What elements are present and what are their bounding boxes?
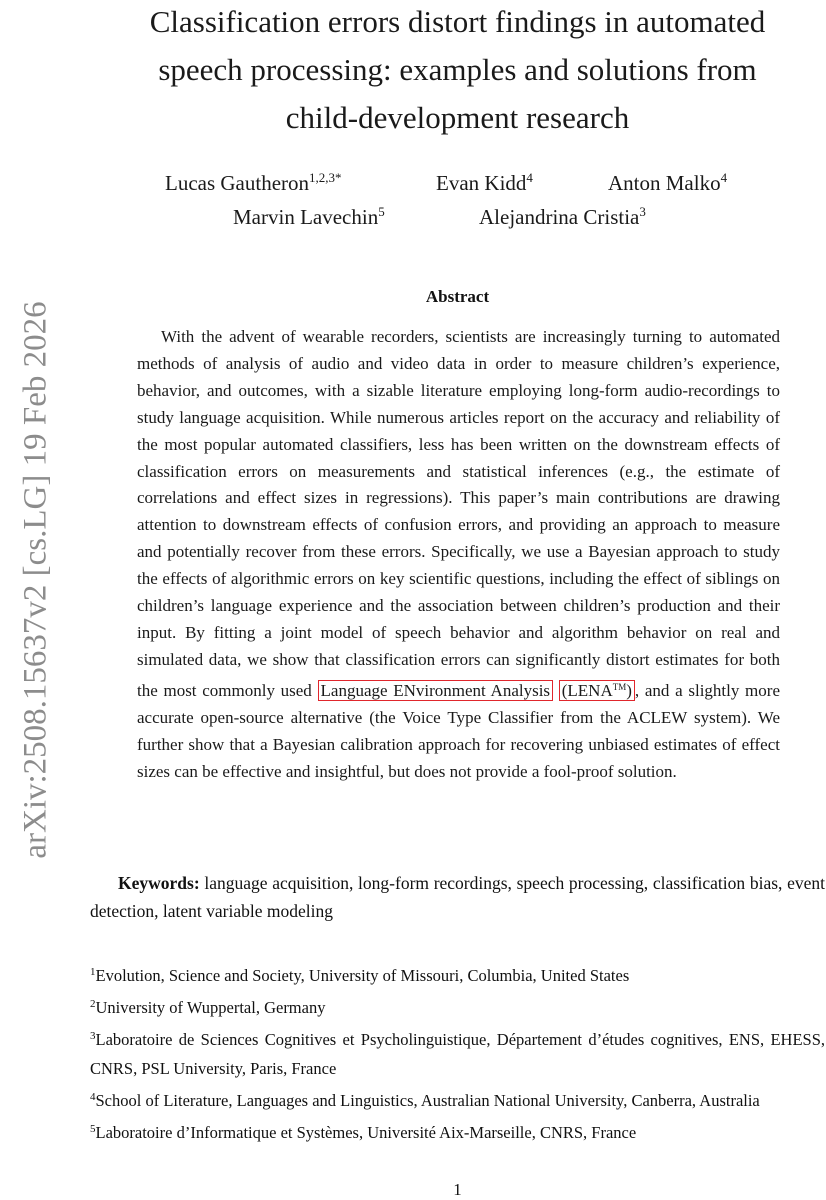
page-number: 1 <box>453 1180 462 1199</box>
affiliations-list <box>90 958 825 1147</box>
author-evan-kidd: Evan Kidd$^4$ <box>436 170 533 195</box>
title-line-2: speech processing: examples and solutions from <box>158 52 757 87</box>
author-anton-malko: Anton Malko$^4$ <box>608 170 728 195</box>
affiliation-item: $^3$Laboratoire de Sciences Cognitives et Psycholinguistique, Département d’études cognitives, ENS, EHESS, CNRS, PSL University, Paris, France <box>90 1030 825 1078</box>
arxiv-identifier[interactable]: arXiv:2508.15637v2 [cs.LG] 19 Feb 2026 <box>17 301 54 859</box>
lena-link-part-1[interactable]: Language ENvironment Analysis <box>318 680 554 701</box>
affiliation-item: $^2$University of Wuppertal, Germany <box>90 998 326 1017</box>
abstract-text-part-2: , and a slightly more accurate open-source alternative (the Voice Type Classifier from the ACLEW system). We further show that a Bayesian calibration approach for recovering unbiased estimates of effect sizes can be effective and insightful, but does not provide a fool-proof solution. <box>137 680 780 781</box>
lena-link-part-2[interactable]: (LENA™) <box>559 680 635 701</box>
author-row-2 <box>90 204 825 234</box>
abstract-text <box>137 324 780 785</box>
title-line-1: Classification errors distort findings in automated <box>149 4 766 39</box>
keywords-label: Keywords: <box>118 873 200 893</box>
affiliation-item: $^5$Laboratoire d’Informatique et Systèmes, Université Aix-Marseille, CNRS, France <box>90 1123 637 1142</box>
author-lucas-gautheron: Lucas Gautheron$^{1,2,3*}$ <box>165 170 342 195</box>
abstract-text-part-1: With the advent of wearable recorders, scientists are increasingly turning to automated methods of analysis of audio and video data in order to measure children’s experience, behavior, and outcomes, with a sizable literature employing long-form audio-recordings to study language acquisition. While numerous articles report on the accuracy and reliability of the most popular automated classifiers, less has been written on the downstream effects of classification errors on measurements and statistical inferences (e.g., the estimate of correlations and effect sizes in regressions). This paper’s main contributions are drawing attention to downstream effects of confusion errors, and providing an approach to measure and potentially recover from these errors. Specifically, we use a Bayesian approach to study the effects of algorithmic errors on key scientific questions, including the effect of siblings on children’s language experience and the association between children’s production and their input. By fitting a joint model of speech behavior and algorithm behavior on real and simulated data, we show that classification errors can significantly distort estimates for both the most commonly used <box>137 327 780 700</box>
abstract-heading: Abstract <box>425 287 490 306</box>
author-row-1 <box>90 170 825 200</box>
keywords-text: language acquisition, long-form recordings, speech processing, classification bias, event detection, latent variable modeling <box>90 873 825 921</box>
author-alejandrina-cristia: Alejandrina Cristia$^3$ <box>479 204 646 229</box>
affiliation-item: $^4$School of Literature, Languages and Linguistics, Australian National University, Canberra, Australia <box>90 1091 760 1110</box>
title-line-3: child-development research <box>285 100 630 135</box>
affiliation-item: $^1$Evolution, Science and Society, University of Missouri, Columbia, United States <box>90 966 630 985</box>
paper-title <box>90 0 825 142</box>
author-marvin-lavechin: Marvin Lavechin$^5$ <box>233 204 385 229</box>
keywords-paragraph <box>90 870 825 925</box>
